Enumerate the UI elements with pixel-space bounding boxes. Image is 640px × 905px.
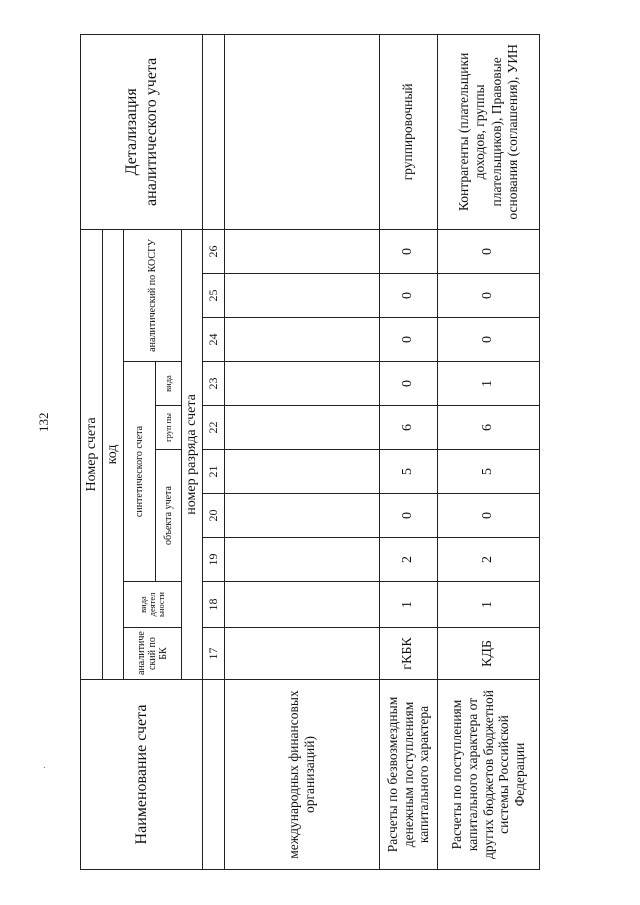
row-name: международных финансовых организаций) [225, 680, 380, 870]
digit-label: 23 [203, 362, 225, 406]
header-analytic-bk: аналитиче ский по БК [124, 628, 182, 680]
row-cell [225, 318, 380, 362]
header-name: Наименование счета [81, 680, 203, 870]
row-cell: 0 [438, 494, 540, 538]
row-cell: гКБК [380, 628, 438, 680]
row-cell [225, 229, 380, 273]
row-cell: 6 [438, 406, 540, 450]
stray-mark: · [40, 765, 52, 770]
accounts-table [80, 34, 540, 870]
row-cell: 5 [438, 450, 540, 494]
row-cell: 5 [380, 450, 438, 494]
digit-label: 24 [203, 318, 225, 362]
row-cell: 0 [438, 229, 540, 273]
table-row [225, 34, 380, 869]
header-digit-blank [203, 680, 225, 870]
digit-label: 22 [203, 406, 225, 450]
row-cell: 1 [438, 362, 540, 406]
row-cell [225, 494, 380, 538]
rotated-table-container [80, 35, 530, 870]
header-synthetic: синтетического счета [124, 362, 156, 582]
row-name: Расчеты по безвозмездным денежным поступлениям капитального характера [380, 680, 438, 870]
row-cell: 0 [438, 318, 540, 362]
row-cell [225, 538, 380, 582]
digit-label: 21 [203, 450, 225, 494]
table-row [438, 34, 540, 869]
row-detail [225, 34, 380, 229]
header-digit-number: номер разряда счета [182, 229, 203, 679]
table-row [380, 34, 438, 869]
page-number: 132 [36, 412, 51, 432]
row-cell [225, 406, 380, 450]
row-detail: группировочный [380, 34, 438, 229]
row-cell: 1 [380, 582, 438, 628]
digit-label: 20 [203, 494, 225, 538]
row-cell: 2 [438, 538, 540, 582]
row-cell [225, 274, 380, 318]
header-group: груп пы [156, 406, 182, 450]
row-cell [225, 628, 380, 680]
digit-label: 26 [203, 229, 225, 273]
header-kind: вида [156, 362, 182, 406]
row-cell [225, 450, 380, 494]
row-detail: Контрагенты (плательщики доходов, группы плательщиков), Правовые основания (соглашения), УИН [438, 34, 540, 229]
digit-label: 17 [203, 628, 225, 680]
row-cell: 0 [438, 274, 540, 318]
row-cell: 0 [380, 229, 438, 273]
row-cell [225, 582, 380, 628]
row-cell: 0 [380, 274, 438, 318]
row-cell: КДБ [438, 628, 540, 680]
row-cell [225, 362, 380, 406]
row-cell: 2 [380, 538, 438, 582]
row-cell: 0 [380, 318, 438, 362]
row-cell: 1 [438, 582, 540, 628]
digit-label: 18 [203, 582, 225, 628]
digit-label: 25 [203, 274, 225, 318]
header-analytic-kosgu: аналитический по КОСГУ [124, 229, 182, 361]
row-cell: 0 [380, 494, 438, 538]
row-cell: 0 [380, 362, 438, 406]
digit-label: 19 [203, 538, 225, 582]
header-detail-blank [203, 34, 225, 229]
header-object: объекта учета [156, 450, 182, 582]
row-name: Расчеты по поступлениям капитального характера от других бюджетов бюджетной системы Российской Федерации [438, 680, 540, 870]
header-account-number: Номер счета [81, 229, 103, 679]
header-code: код [103, 229, 124, 679]
header-activity: вида деятел ьности [124, 582, 182, 628]
header-detail: Детализация аналитического учета [81, 34, 203, 229]
row-cell: 6 [380, 406, 438, 450]
